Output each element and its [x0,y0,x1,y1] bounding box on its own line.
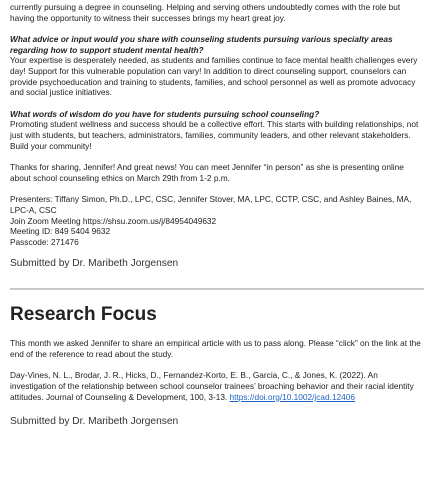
event-zoom-link[interactable]: Join Zoom Meeting https://shsu.zoom.us/j/84954049632 [10,215,217,226]
research-citation [10,370,424,402]
research-intro: This month we asked Jennifer to share an empirical article with us to pass along. Please “click” on the link at the end of the reference to read about the study. [10,338,421,359]
question-mental-health: What advice or input would you share with counseling students pursuing various specialty areas regarding how to support student mental health? [10,34,393,55]
answer-wisdom: Promoting student wellness and success should be a collective effort. This starts with building relationships, not just with students, but teachers, administrators, families, community leaders, and other relevant stakeholders. Build your community! [10,119,419,151]
thanks-paragraph: Thanks for sharing, Jennifer! And great news! You can meet Jennifer “in person” as she is presenting online about school counseling ethics on March 29th from 1-2 p.m. [10,162,404,183]
event-details [10,194,424,247]
event-meeting-id: Meeting ID: 849 5404 9632 [10,226,111,237]
citation-text: Day-Vines, N. L., Brodar, J. R., Hicks, D., Fernandez-Korto, E. B., Garcia, C., & Jones, K. (2022). An investigation of the relationship between school counselor trainees’ broaching behavior and their racial identity attitudes. Journal of Counseling & Development, 100, 3-13. [10,370,414,402]
event-passcode: Passcode: 271476 [10,236,79,247]
doi-link[interactable]: https://doi.org/10.1002/jcad.12406 [229,391,356,402]
research-focus-title: Research Focus [10,304,157,326]
event-presenters: Presenters: Tiffany Simon, Ph.D., LPC, CSC, Jennifer Stover, MA, LPC, CCTP, CSC, and Ashley Baines, MA, LPC-A, CSC [10,194,412,215]
submitted-by-2: Submitted by Dr. Maribeth Jorgensen [10,416,179,428]
submitted-by-1: Submitted by Dr. Maribeth Jorgensen [10,258,179,270]
intro-paragraph: currently pursuing a degree in counseling. Helping and serving others undoubtedly comes with the role but having the opportunity to witness their successes brings my heart great joy. [10,2,401,23]
question-wisdom: What words of wisdom do you have for students pursuing school counseling? [10,108,320,119]
answer-mental-health: Your expertise is desperately needed, as students and families continue to face mental health challenges every day! Support for this vulnerable population can vary! In addition to direct counseling support, counselors can provide psychoeducation and training to students, families, and school personnel as well as promote advocacy and social justice initiatives. [10,55,418,98]
